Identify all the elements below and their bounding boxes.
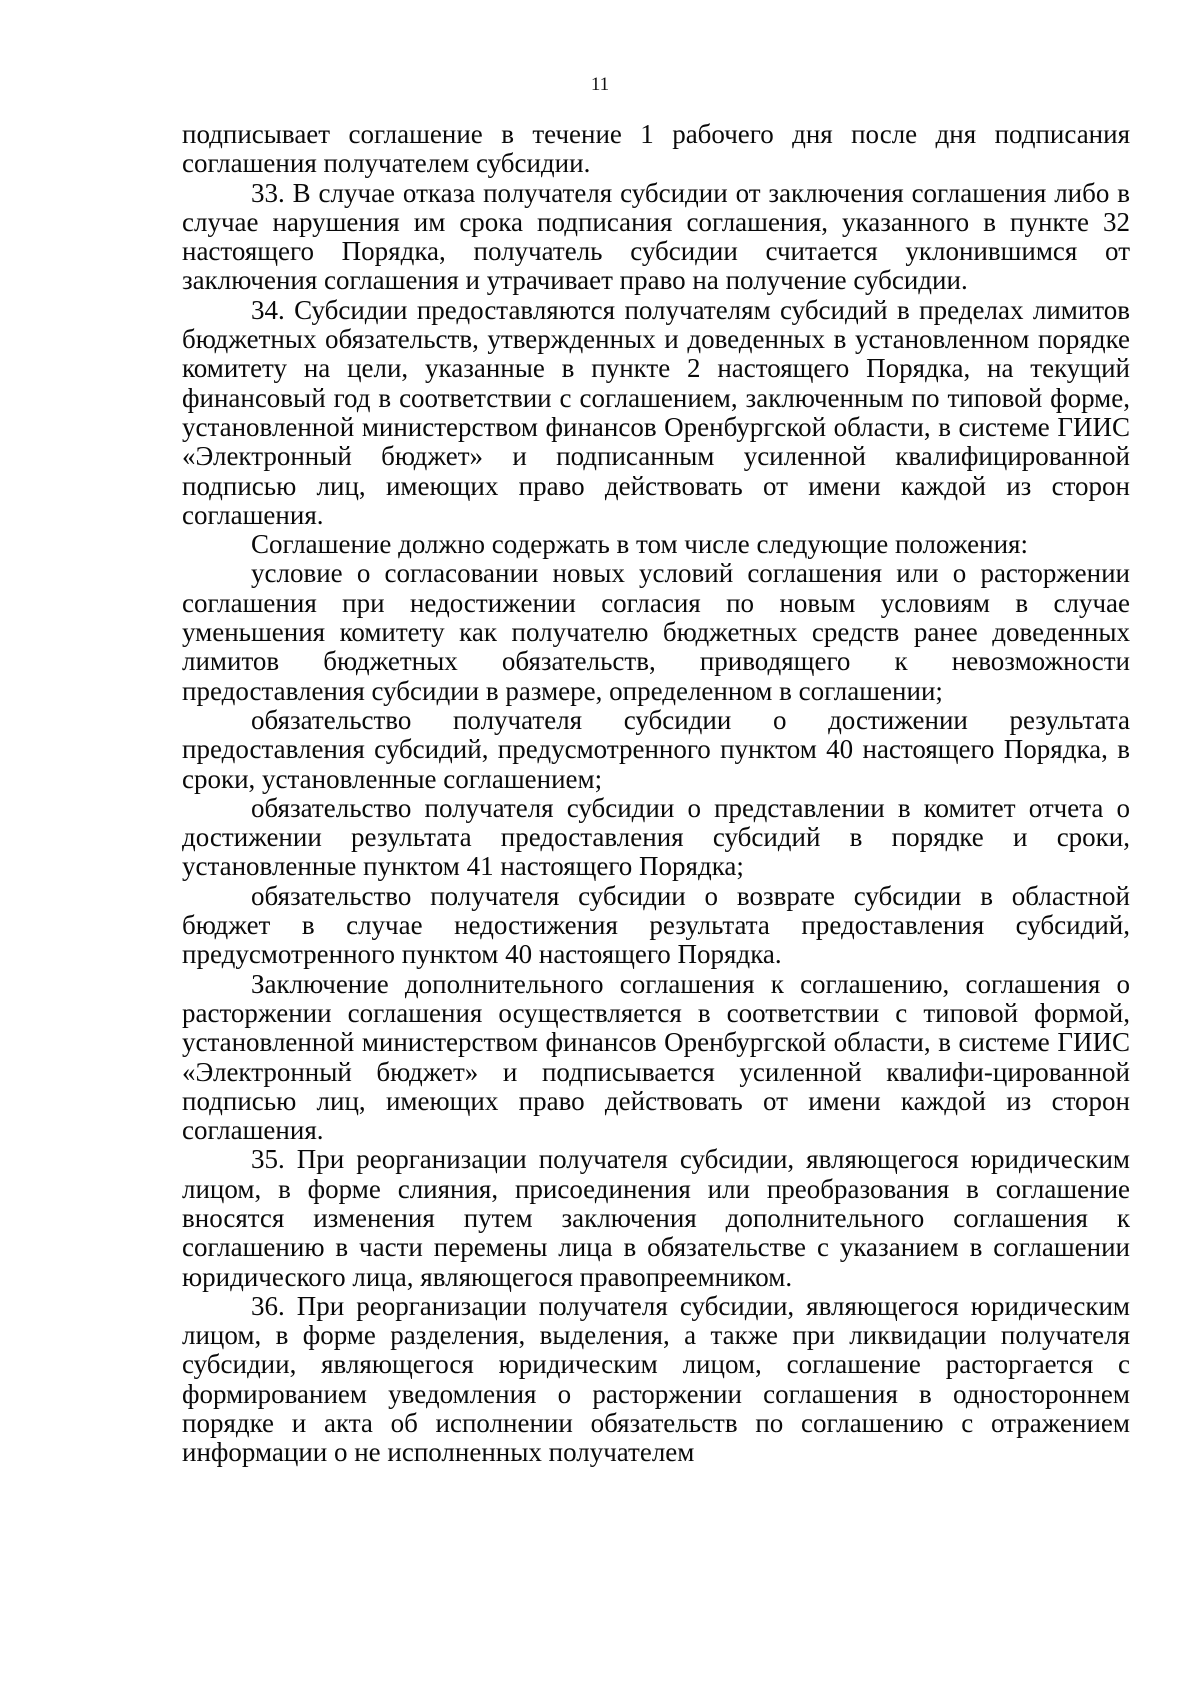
paragraph-agreement-provisions: Соглашение должно содержать в том числе следующие положения: — [251, 529, 1028, 560]
paragraph-provision-refund: обязательство получателя субсидии о возврате субсидии в областной бюджет в случае недостижения результата предоставления субсидий, предусмотренного пунктом 40 настоящего Порядка. — [182, 880, 1130, 970]
paragraph-provision-report: обязательство получателя субсидии о представлении в комитет отчета о достижении результата предоставления субсидий в порядке и сроки, установленные пунктом 41 настоящего Порядка; — [182, 792, 1130, 882]
paragraph-item-33: 33. В случае отказа получателя субсидии от заключения соглашения либо в случае нарушения им срока подписания соглашения, указанного в пункте 32 настоящего Порядка, получатель субсидии считается уклонившимся от заключения соглашения и утрачивает право на получение субсидии. — [182, 177, 1130, 296]
paragraph-additional-agreement: Заключение дополнительного соглашения к соглашению, соглашения о расторжении соглашения осуществляется в соответствии с типовой формой, установленной министерством финансов Оренбургской области, в системе ГИИС «Электронный бюджет» и подписывается усиленной квалифи-цированной подписью лиц, имеющих право действовать от имени каждой из сторон соглашения. — [182, 968, 1130, 1146]
document-body — [182, 120, 1130, 1468]
paragraph-continuation: подписывает соглашение в течение 1 рабочего дня после дня подписания соглашения получателем субсидии. — [182, 119, 1130, 179]
paragraph-item-36: 36. При реорганизации получателя субсидии, являющегося юридическим лицом, в форме разделения, выделения, а также при ликвидации получателя субсидии, являющегося юридическим лицом, соглашение расторгается с формированием уведомления о расторжении соглашения в одностороннем порядке и акта об исполнении обязательств по соглашению с отражением информации о не исполненных получателем — [182, 1290, 1130, 1468]
paragraph-item-35: 35. При реорганизации получателя субсидии, являющегося юридическим лицом, в форме слияния, присоединения или преобразования в соглашение вносятся изменения путем заключения дополнительного соглашения к соглашению в части перемены лица в обязательстве с указанием в соглашении юридического лица, являющегося правопреемником. — [182, 1144, 1130, 1292]
paragraph-provision-condition: условие о согласовании новых условий соглашения или о расторжении соглашения при недостижении согласия по новым условиям в случае уменьшения комитету как получателю бюджетных средств ранее доведенных лимитов бюджетных обязательств, приводящего к невозможности предоставления субсидии в размере, определенном в соглашении; — [182, 558, 1130, 706]
page-number: 11 — [590, 74, 610, 95]
paragraph-provision-result: обязательство получателя субсидии о достижении результата предоставления субсидий, предусмотренного пунктом 40 настоящего Порядка, в сроки, установленные соглашением; — [182, 704, 1130, 794]
paragraph-item-34: 34. Субсидии предоставляются получателям субсидий в пределах лимитов бюджетных обязательств, утвержденных и доведенных в установленном порядке комитету на цели, указанные в пункте 2 настоящего Порядка, на текущий финансовый год в соответствии с соглашением, заключенным по типовой форме, установленной министерством финансов Оренбургской области, в системе ГИИС «Электронный бюджет» и подписанным усиленной квалифицированной подписью лиц, имеющих право действовать от имени каждой из сторон соглашения. — [182, 294, 1130, 530]
